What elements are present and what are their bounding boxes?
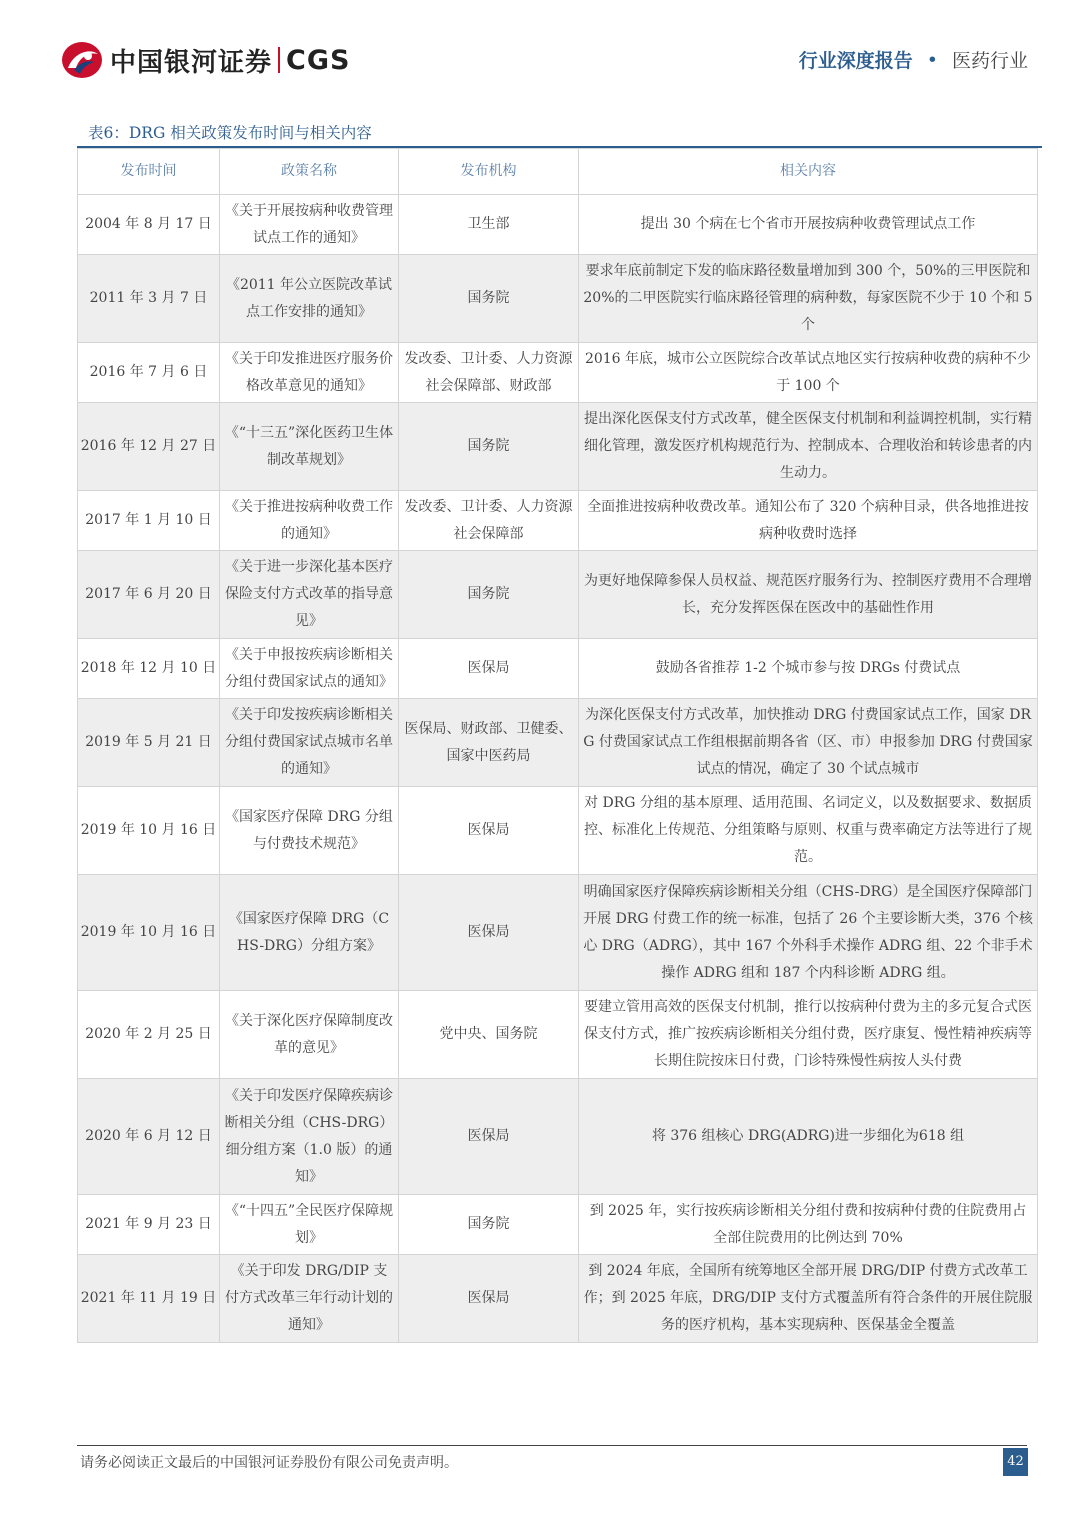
report-type-label: 行业深度报告 [798,50,913,72]
cell-date: 2011 年 3 月 7 日 [78,255,220,343]
cell-date: 2020 年 2 月 25 日 [78,991,220,1079]
cell-content: 为更好地保障参保人员权益、规范医疗服务行为、控制医疗费用不合理增长，充分发挥医保在医改中的基础性作用 [579,551,1038,639]
table-row [78,639,1038,699]
cell-org: 国务院 [399,1195,579,1255]
logo-swirl-icon [60,40,104,80]
policy-table [77,148,1038,1343]
column-header-content: 相关内容 [579,149,1038,195]
cell-content: 要建立管用高效的医保支付机制，推行以按病种付费为主的多元复合式医保支付方式，推广按疾病诊断相关分组付费，医疗康复、慢性精神疾病等长期住院按床日付费，门诊特殊慢性病按人头付费 [579,991,1038,1079]
table-header-row [78,149,1038,195]
policy-table-container [77,146,1042,1343]
logo-english-name: CGS [286,44,351,76]
cell-date: 2021 年 9 月 23 日 [78,1195,220,1255]
table-row [78,195,1038,255]
table-row [78,1255,1038,1343]
table-row [78,699,1038,787]
table-row [78,1079,1038,1195]
column-header-org: 发布机构 [399,149,579,195]
column-header-name: 政策名称 [220,149,399,195]
cell-policy-name: 《“十四五”全民医疗保障规划》 [220,1195,399,1255]
page-number: 42 [1003,1448,1028,1476]
cell-date: 2019 年 10 月 16 日 [78,787,220,875]
cell-date: 2016 年 12 月 27 日 [78,403,220,491]
page-header [0,0,1080,110]
cell-org: 医保局 [399,639,579,699]
cell-date: 2021 年 11 月 19 日 [78,1255,220,1343]
cell-org: 发改委、卫计委、人力资源社会保障部、财政部 [399,343,579,403]
cell-policy-name: 《2011 年公立医院改革试点工作安排的通知》 [220,255,399,343]
cell-org: 国务院 [399,403,579,491]
cell-policy-name: 《国家医疗保障 DRG（CHS-DRG）分组方案》 [220,875,399,991]
cell-date: 2017 年 1 月 10 日 [78,491,220,551]
table-row [78,491,1038,551]
cell-date: 2004 年 8 月 17 日 [78,195,220,255]
logo-chinese-name: 中国银河证券 [110,47,273,78]
cell-content: 鼓励各省推荐 1-2 个城市参与按 DRGs 付费试点 [579,639,1038,699]
cell-policy-name: 《关于开展按病种收费管理试点工作的通知》 [220,195,399,255]
column-header-date: 发布时间 [78,149,220,195]
cell-content: 明确国家医疗保障疾病诊断相关分组（CHS-DRG）是全国医疗保障部门开展 DRG 付费工作的统一标准，包括了 26 个主要诊断大类，376 个核心 DRG（ADRG），其中 167 个外科手术操作 ADRG 组、22 个非手术操作 ADRG 组和 187 个内科诊断 ADRG 组。 [579,875,1038,991]
footer-rule [77,1445,1027,1446]
cell-org: 医保局、财政部、卫健委、国家中医药局 [399,699,579,787]
cell-date: 2020 年 6 月 12 日 [78,1079,220,1195]
cell-policy-name: 《关于印发医疗保障疾病诊断相关分组（CHS-DRG）细分组方案（1.0 版）的通知》 [220,1079,399,1195]
table-row [78,255,1038,343]
table-row [78,875,1038,991]
cell-org: 医保局 [399,875,579,991]
cell-org: 医保局 [399,1255,579,1343]
cell-org: 党中央、国务院 [399,991,579,1079]
cell-policy-name: 《关于印发 DRG/DIP 支付方式改革三年行动计划的通知》 [220,1255,399,1343]
cell-content: 到 2024 年底，全国所有统筹地区全部开展 DRG/DIP 付费方式改革工作；到 2025 年底，DRG/DIP 支付方式覆盖所有符合条件的开展住院服务的医疗机构，基本实现病种、医保基金全覆盖 [579,1255,1038,1343]
table-row [78,403,1038,491]
cell-content: 提出 30 个病在七个省市开展按病种收费管理试点工作 [579,195,1038,255]
cell-policy-name: 《国家医疗保障 DRG 分组与付费技术规范》 [220,787,399,875]
cell-org: 发改委、卫计委、人力资源社会保障部 [399,491,579,551]
cell-date: 2017 年 6 月 20 日 [78,551,220,639]
cell-content: 2016 年底，城市公立医院综合改革试点地区实行按病种收费的病种不少于 100 个 [579,343,1038,403]
cell-content: 提出深化医保支付方式改革，健全医保支付机制和利益调控机制，实行精细化管理，激发医疗机构规范行为、控制成本、合理收治和转诊患者的内生动力。 [579,403,1038,491]
logo-divider [278,47,280,73]
cell-policy-name: 《关于印发推进医疗服务价格改革意见的通知》 [220,343,399,403]
table-row [78,991,1038,1079]
table-row [78,787,1038,875]
table-caption: 表6：DRG 相关政策发布时间与相关内容 [88,124,372,142]
table-row [78,551,1038,639]
cell-org: 医保局 [399,787,579,875]
cell-content: 要求年底前制定下发的临床路径数量增加到 300 个，50%的三甲医院和 20%的二甲医院实行临床路径管理的病种数，每家医院不少于 10 个和 5 个 [579,255,1038,343]
cell-org: 国务院 [399,255,579,343]
cell-policy-name: 《关于印发按疾病诊断相关分组付费国家试点城市名单的通知》 [220,699,399,787]
header-separator: • [926,48,938,71]
report-type [799,46,1028,73]
cell-policy-name: 《关于推进按病种收费工作的通知》 [220,491,399,551]
table-row [78,343,1038,403]
footer-disclaimer: 请务必阅读正文最后的中国银河证券股份有限公司免责声明。 [80,1455,458,1471]
cell-content: 到 2025 年，实行按疾病诊断相关分组付费和按病种付费的住院费用占全部住院费用的比例达到 70% [579,1195,1038,1255]
cell-date: 2019 年 10 月 16 日 [78,875,220,991]
cell-org: 医保局 [399,1079,579,1195]
cell-policy-name: 《关于申报按疾病诊断相关分组付费国家试点的通知》 [220,639,399,699]
cell-org: 卫生部 [399,195,579,255]
cell-date: 2016 年 7 月 6 日 [78,343,220,403]
cell-content: 将 376 组核心 DRG(ADRG)进一步细化为618 组 [579,1079,1038,1195]
cell-policy-name: 《“十三五”深化医药卫生体制改革规划》 [220,403,399,491]
cell-content: 全面推进按病种收费改革。通知公布了 320 个病种目录，供各地推进按病种收费时选择 [579,491,1038,551]
cell-date: 2018 年 12 月 10 日 [78,639,220,699]
cell-content: 对 DRG 分组的基本原理、适用范围、名词定义，以及数据要求、数据质控、标准化上传规范、分组策略与原则、权重与费率确定方法等进行了规范。 [579,787,1038,875]
cell-content: 为深化医保支付方式改革，加快推动 DRG 付费国家试点工作，国家 DRG 付费国家试点工作组根据前期各省（区、市）申报参加 DRG 付费国家试点的情况，确定了 30 个试点城市 [579,699,1038,787]
cell-date: 2019 年 5 月 21 日 [78,699,220,787]
cell-org: 国务院 [399,551,579,639]
company-logo [60,40,350,80]
cell-policy-name: 《关于深化医疗保障制度改革的意见》 [220,991,399,1079]
table-row [78,1195,1038,1255]
industry-label: 医药行业 [951,50,1028,72]
cell-policy-name: 《关于进一步深化基本医疗保险支付方式改革的指导意见》 [220,551,399,639]
